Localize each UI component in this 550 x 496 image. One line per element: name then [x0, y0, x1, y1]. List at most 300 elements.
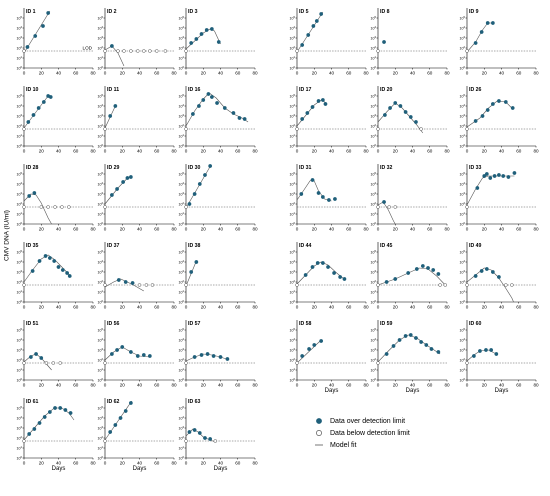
y-tick-label	[17, 191, 23, 196]
point-over-limit	[300, 117, 303, 120]
y-tick-label	[179, 445, 185, 450]
point-over-limit	[210, 95, 213, 98]
point-over-limit	[38, 259, 41, 262]
y-tick-exponent: 5	[293, 328, 295, 332]
y-tick-exponent: 3	[182, 270, 184, 274]
point-below-limit	[23, 206, 26, 209]
y-tick-base: 10	[459, 348, 464, 353]
y-tick-base: 10	[16, 436, 21, 441]
point-over-limit	[394, 277, 397, 280]
y-tick-exponent: 0	[182, 144, 184, 148]
x-tick-label: 80	[363, 382, 369, 388]
y-tick-exponent: 3	[463, 348, 465, 352]
point-over-limit	[472, 354, 475, 357]
y-tick-exponent: 5	[293, 16, 295, 20]
x-axis-label: Days	[324, 388, 339, 394]
y-tick-label	[98, 249, 104, 254]
y-tick-label	[179, 181, 185, 186]
y-tick-label	[460, 55, 466, 60]
y-tick-label	[290, 55, 296, 60]
x-tick-label: 60	[154, 460, 160, 466]
point-over-limit	[478, 349, 481, 352]
x-tick-label: 0	[465, 70, 469, 76]
x-tick-label: 80	[252, 382, 258, 388]
x-tick-label: 0	[103, 226, 107, 232]
y-tick-base: 10	[178, 104, 183, 109]
x-tick-label: 40	[217, 460, 224, 466]
y-tick-base: 10	[459, 66, 464, 71]
point-over-limit	[193, 428, 196, 431]
y-tick-exponent: 0	[293, 222, 295, 226]
panel-title: ID 2	[107, 9, 117, 15]
point-below-limit	[104, 362, 107, 365]
x-tick-label: 40	[217, 304, 224, 310]
y-tick-label	[290, 171, 296, 176]
y-tick-label	[371, 55, 377, 60]
point-below-limit	[185, 362, 188, 365]
point-below-limit	[60, 206, 63, 209]
y-tick-base: 10	[97, 192, 102, 197]
y-tick-exponent: 5	[182, 250, 184, 254]
point-over-limit	[489, 348, 492, 351]
point-over-limit	[315, 19, 318, 22]
y-tick-base: 10	[16, 328, 21, 333]
y-tick-label	[371, 113, 377, 118]
x-axis-label: Days	[132, 466, 147, 472]
y-tick-label	[17, 45, 23, 50]
point-over-limit	[321, 98, 324, 101]
point-over-limit	[486, 108, 489, 111]
y-tick-exponent: 0	[20, 378, 22, 382]
y-tick-label	[460, 45, 466, 50]
x-tick-label: 20	[200, 382, 206, 388]
y-tick-base: 10	[459, 300, 464, 305]
y-tick-exponent: 1	[182, 290, 184, 294]
y-tick-base: 10	[97, 222, 102, 227]
point-over-limit	[474, 119, 477, 122]
y-tick-base: 10	[16, 446, 21, 451]
x-tick-label: 40	[217, 382, 224, 388]
y-tick-base: 10	[289, 270, 294, 275]
y-tick-exponent: 1	[182, 56, 184, 60]
y-tick-base: 10	[289, 46, 294, 51]
y-tick-base: 10	[178, 134, 183, 139]
y-tick-base: 10	[97, 114, 102, 119]
y-tick-base: 10	[289, 192, 294, 197]
y-tick-label	[371, 35, 377, 40]
point-over-limit	[59, 406, 62, 409]
x-tick-label: 20	[119, 226, 125, 232]
y-tick-base: 10	[289, 280, 294, 285]
y-tick-base: 10	[97, 124, 102, 129]
y-tick-base: 10	[16, 260, 21, 265]
point-below-limit	[377, 128, 380, 131]
y-tick-label	[17, 181, 23, 186]
y-tick-base: 10	[97, 426, 102, 431]
y-tick-exponent: 0	[101, 300, 103, 304]
y-tick-base: 10	[97, 172, 102, 177]
x-tick-label: 60	[235, 226, 241, 232]
y-tick-base: 10	[459, 358, 464, 363]
y-tick-base: 10	[16, 202, 21, 207]
y-tick-base: 10	[178, 280, 183, 285]
point-over-limit	[321, 261, 324, 264]
point-over-limit	[27, 194, 30, 197]
y-tick-base: 10	[178, 202, 183, 207]
x-tick-label: 20	[392, 148, 398, 154]
y-tick-base: 10	[178, 144, 183, 149]
y-tick-label	[371, 357, 377, 362]
x-tick-label: 20	[481, 304, 487, 310]
y-tick-exponent: 1	[463, 134, 465, 138]
y-tick-label	[98, 181, 104, 186]
y-tick-label	[290, 357, 296, 362]
point-below-limit	[23, 362, 26, 365]
panel-id-11	[98, 86, 177, 154]
y-tick-label	[290, 221, 296, 226]
y-tick-base: 10	[16, 56, 21, 61]
panel-title: ID 1	[26, 9, 36, 15]
y-tick-exponent: 5	[293, 250, 295, 254]
panel-title: ID 29	[107, 165, 120, 171]
y-tick-base: 10	[16, 66, 21, 71]
panel-title: ID 8	[380, 9, 390, 15]
point-over-limit	[321, 195, 324, 198]
x-tick-label: 40	[328, 382, 335, 388]
x-tick-label: 20	[119, 382, 125, 388]
point-over-limit	[188, 430, 191, 433]
y-tick-label	[290, 113, 296, 118]
y-tick-exponent: 2	[101, 358, 103, 362]
panel-id-63	[179, 398, 258, 472]
x-tick-label: 20	[119, 304, 125, 310]
point-over-limit	[304, 273, 307, 276]
y-tick-label	[98, 35, 104, 40]
y-tick-exponent: 0	[293, 378, 295, 382]
panel-id-2	[98, 8, 177, 76]
y-tick-exponent: 4	[182, 182, 184, 186]
point-below-limit	[122, 50, 125, 53]
panel-id-26	[460, 86, 539, 154]
y-tick-label	[98, 299, 104, 304]
x-tick-label: 20	[481, 226, 487, 232]
point-over-limit	[392, 344, 395, 347]
y-tick-base: 10	[459, 338, 464, 343]
point-over-limit	[33, 427, 36, 430]
model-fit-line	[186, 93, 248, 126]
x-tick-label: 20	[200, 148, 206, 154]
y-tick-exponent: 5	[101, 250, 103, 254]
y-tick-exponent: 5	[182, 16, 184, 20]
y-tick-label	[460, 35, 466, 40]
y-tick-label	[290, 143, 296, 148]
point-over-limit	[414, 336, 417, 339]
x-tick-label: 60	[427, 70, 433, 76]
y-tick-base: 10	[178, 290, 183, 295]
y-tick-exponent: 0	[101, 378, 103, 382]
y-tick-label	[290, 65, 296, 70]
y-tick-base: 10	[289, 114, 294, 119]
point-over-limit	[29, 355, 32, 358]
y-tick-base: 10	[178, 378, 183, 383]
y-tick-exponent: 3	[101, 270, 103, 274]
y-tick-label	[17, 299, 23, 304]
y-tick-exponent: 5	[101, 328, 103, 332]
x-tick-label: 20	[311, 70, 317, 76]
y-tick-exponent: 4	[293, 26, 295, 30]
y-tick-label	[179, 259, 185, 264]
x-tick-label: 40	[409, 226, 416, 232]
y-tick-exponent: 5	[463, 94, 465, 98]
y-tick-exponent: 4	[20, 260, 22, 264]
point-below-limit	[185, 50, 188, 53]
x-tick-label: 20	[311, 226, 317, 232]
y-tick-base: 10	[97, 300, 102, 305]
x-tick-label: 0	[295, 226, 299, 232]
y-tick-base: 10	[97, 446, 102, 451]
y-tick-base: 10	[289, 144, 294, 149]
y-tick-base: 10	[97, 202, 102, 207]
point-over-limit	[49, 95, 52, 98]
panel-id-9	[460, 8, 539, 76]
point-over-limit	[142, 353, 145, 356]
y-tick-exponent: 2	[293, 202, 295, 206]
y-tick-base: 10	[178, 46, 183, 51]
point-over-limit	[46, 11, 49, 14]
point-over-limit	[419, 340, 422, 343]
point-over-limit	[300, 43, 303, 46]
y-tick-label	[460, 15, 466, 20]
x-tick-label: 80	[444, 304, 450, 310]
x-tick-label: 60	[516, 304, 522, 310]
point-over-limit	[42, 100, 45, 103]
point-over-limit	[300, 192, 303, 195]
y-tick-label	[371, 377, 377, 382]
point-over-limit	[511, 106, 514, 109]
y-tick-label	[17, 289, 23, 294]
y-tick-exponent: 4	[101, 26, 103, 30]
x-tick-label: 60	[427, 226, 433, 232]
y-tick-label	[98, 357, 104, 362]
y-tick-exponent: 2	[182, 358, 184, 362]
y-tick-label	[179, 269, 185, 274]
x-tick-label: 80	[363, 304, 369, 310]
y-tick-label	[179, 435, 185, 440]
point-over-limit	[117, 278, 120, 281]
x-tick-label: 60	[427, 304, 433, 310]
y-tick-exponent: 1	[20, 368, 22, 372]
x-tick-label: 60	[235, 70, 241, 76]
y-tick-label	[179, 299, 185, 304]
point-over-limit	[68, 274, 71, 277]
y-tick-label	[17, 221, 23, 226]
x-tick-label: 20	[311, 382, 317, 388]
point-below-limit	[104, 50, 107, 53]
y-tick-base: 10	[459, 172, 464, 177]
x-tick-label: 60	[73, 226, 79, 232]
y-tick-base: 10	[16, 348, 21, 353]
x-tick-label: 20	[200, 70, 206, 76]
x-tick-label: 40	[409, 148, 416, 154]
y-tick-exponent: 4	[101, 260, 103, 264]
point-over-limit	[26, 45, 29, 48]
point-below-limit	[59, 362, 62, 365]
x-tick-label: 40	[498, 148, 505, 154]
y-tick-base: 10	[459, 26, 464, 31]
y-tick-base: 10	[289, 212, 294, 217]
y-tick-label	[179, 357, 185, 362]
point-over-limit	[223, 106, 226, 109]
y-tick-exponent: 3	[374, 348, 376, 352]
point-over-limit	[507, 175, 510, 178]
panel-title: ID 49	[469, 243, 482, 249]
y-tick-exponent: 2	[293, 358, 295, 362]
y-tick-label	[179, 405, 185, 410]
y-tick-exponent: 3	[463, 114, 465, 118]
y-tick-base: 10	[289, 250, 294, 255]
y-tick-exponent: 1	[463, 290, 465, 294]
point-below-limit	[466, 206, 469, 209]
x-tick-label: 40	[55, 226, 62, 232]
y-tick-label	[290, 249, 296, 254]
x-tick-label: 80	[444, 70, 450, 76]
y-tick-base: 10	[289, 182, 294, 187]
y-tick-exponent: 0	[374, 222, 376, 226]
point-over-limit	[491, 270, 494, 273]
point-over-limit	[200, 353, 203, 356]
y-tick-exponent: 0	[20, 66, 22, 70]
y-tick-exponent: 2	[182, 124, 184, 128]
x-tick-label: 20	[481, 382, 487, 388]
y-tick-base: 10	[370, 182, 375, 187]
y-tick-base: 10	[16, 338, 21, 343]
legend-item-below	[312, 427, 410, 439]
y-tick-exponent: 1	[20, 134, 22, 138]
y-tick-label	[98, 279, 104, 284]
y-tick-exponent: 3	[463, 36, 465, 40]
point-over-limit	[316, 261, 319, 264]
point-below-limit	[214, 440, 217, 443]
panel-id-30	[179, 164, 258, 232]
x-axis-label: Days	[494, 388, 509, 394]
point-over-limit	[474, 41, 477, 44]
y-tick-exponent: 1	[182, 368, 184, 372]
y-tick-base: 10	[16, 134, 21, 139]
point-below-limit	[377, 284, 380, 287]
y-tick-exponent: 3	[101, 36, 103, 40]
y-tick-exponent: 5	[293, 94, 295, 98]
y-tick-exponent: 4	[20, 26, 22, 30]
y-tick-label	[17, 377, 23, 382]
y-tick-label	[460, 337, 466, 342]
panel-id-31	[290, 164, 369, 232]
y-tick-base: 10	[370, 114, 375, 119]
y-tick-base: 10	[178, 36, 183, 41]
point-over-limit	[121, 180, 124, 183]
y-tick-exponent: 2	[293, 280, 295, 284]
point-over-limit	[398, 338, 401, 341]
point-over-limit	[115, 187, 118, 190]
y-tick-label	[371, 347, 377, 352]
y-tick-label	[371, 249, 377, 254]
y-tick-label	[17, 357, 23, 362]
y-tick-label	[17, 93, 23, 98]
x-tick-label: 80	[252, 226, 258, 232]
y-tick-label	[290, 367, 296, 372]
x-tick-label: 60	[346, 70, 352, 76]
y-tick-exponent: 5	[374, 172, 376, 176]
x-tick-label: 80	[90, 70, 96, 76]
x-tick-label: 0	[465, 304, 469, 310]
panel-title: ID 51	[26, 321, 39, 327]
x-tick-label: 0	[376, 304, 380, 310]
y-tick-label	[460, 123, 466, 128]
y-tick-label	[460, 221, 466, 226]
x-tick-label: 80	[363, 226, 369, 232]
y-tick-base: 10	[16, 182, 21, 187]
panel-title: ID 35	[26, 243, 39, 249]
y-tick-exponent: 2	[463, 202, 465, 206]
y-tick-base: 10	[289, 338, 294, 343]
point-over-limit	[383, 113, 386, 116]
point-below-limit	[296, 362, 299, 365]
y-tick-label	[98, 337, 104, 342]
x-tick-label: 40	[136, 148, 143, 154]
x-tick-label: 20	[38, 382, 44, 388]
x-tick-label: 80	[90, 304, 96, 310]
point-over-limit	[37, 106, 40, 109]
y-tick-label	[98, 103, 104, 108]
y-tick-base: 10	[370, 192, 375, 197]
y-tick-label	[460, 113, 466, 118]
model-fit-line	[297, 100, 326, 126]
y-tick-label	[98, 415, 104, 420]
y-tick-label	[290, 25, 296, 30]
point-below-limit	[52, 362, 55, 365]
y-tick-label	[371, 279, 377, 284]
panel-title: ID 58	[299, 321, 312, 327]
point-below-limit	[466, 362, 469, 365]
point-over-limit	[399, 104, 402, 107]
point-over-limit	[208, 164, 211, 167]
y-tick-exponent: 4	[463, 104, 465, 108]
y-tick-exponent: 5	[463, 172, 465, 176]
y-tick-exponent: 3	[20, 192, 22, 196]
y-tick-label	[371, 299, 377, 304]
point-over-limit	[493, 174, 496, 177]
y-tick-exponent: 4	[20, 182, 22, 186]
y-tick-base: 10	[97, 144, 102, 149]
x-tick-label: 0	[22, 460, 26, 466]
y-tick-exponent: 1	[463, 368, 465, 372]
x-tick-label: 80	[533, 148, 539, 154]
y-tick-base: 10	[16, 416, 21, 421]
y-tick-base: 10	[178, 436, 183, 441]
point-over-limit	[202, 98, 205, 101]
y-tick-base: 10	[178, 270, 183, 275]
point-over-limit	[65, 271, 68, 274]
y-tick-label	[290, 191, 296, 196]
point-over-limit	[215, 101, 218, 104]
point-over-limit	[188, 202, 191, 205]
panel-title: ID 10	[26, 87, 39, 93]
y-tick-label	[290, 377, 296, 382]
y-tick-base: 10	[370, 94, 375, 99]
point-over-limit	[232, 111, 235, 114]
panel-id-59	[371, 320, 450, 394]
y-tick-base: 10	[370, 222, 375, 227]
y-tick-exponent: 3	[20, 426, 22, 430]
